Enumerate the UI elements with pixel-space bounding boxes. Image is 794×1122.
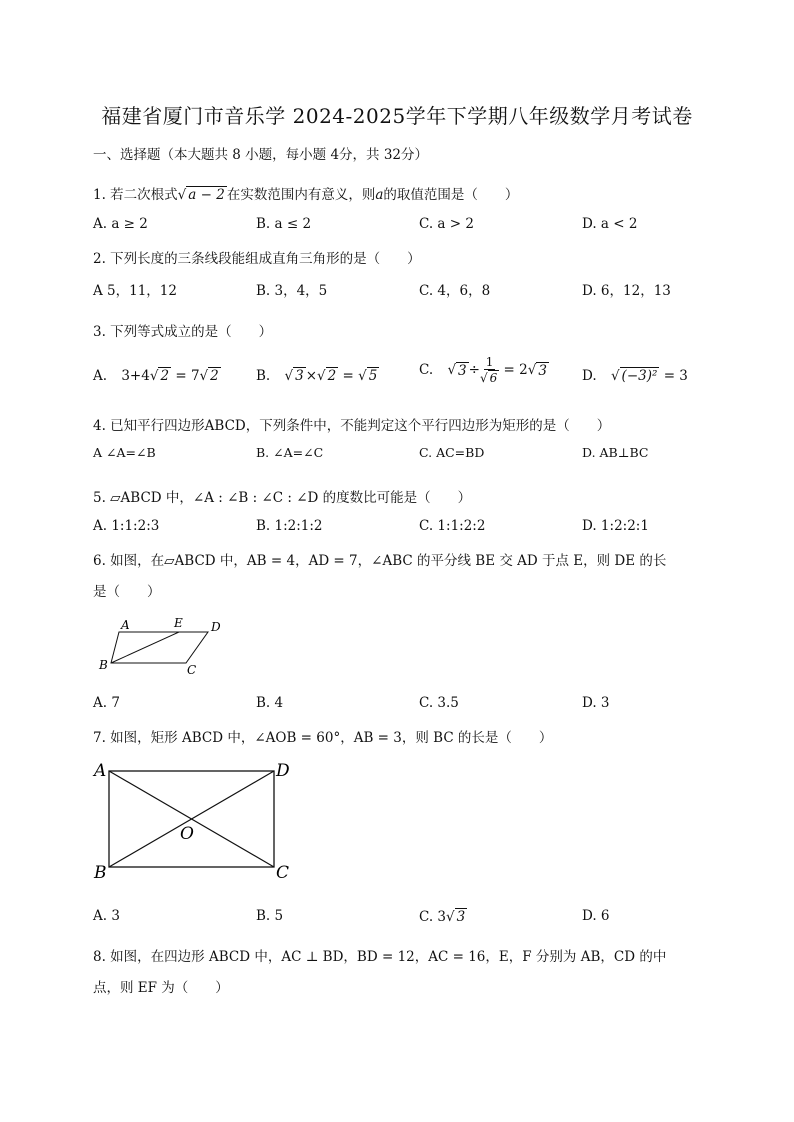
q7-option-c[interactable] [419, 908, 467, 925]
q3-b-radicand3: 5 [368, 368, 378, 384]
radical-sign: √ [447, 362, 457, 378]
radical-sign: √ [199, 368, 209, 384]
radical-sign: √ [610, 368, 620, 384]
q3-d-label: D. [582, 368, 597, 384]
q3-a-eq: = 7 [171, 368, 200, 384]
radical-sign: √ [317, 368, 326, 384]
q2-option-a[interactable]: A 5，11，12 [93, 283, 177, 299]
radical-sign: √ [446, 909, 455, 925]
q6-option-a[interactable]: A. 7 [93, 695, 120, 711]
center-label-o: O [180, 824, 194, 844]
q5-option-b[interactable]: B. 1:2:1:2 [256, 518, 323, 534]
question-8-stem-line1: 8. 如图，在四边形 ABCD 中，AC ⊥ BD，BD = 12，AC = 16，E，F 分别为 AB，CD 的中 [93, 949, 667, 965]
radical-sign: √ [149, 368, 159, 384]
q3-a-term: 3+4 [121, 368, 150, 384]
radical-sign: √ [177, 187, 187, 203]
q4-option-a[interactable]: A ∠A=∠B [93, 445, 156, 460]
q5-option-d[interactable]: D. 1:2:2:1 [582, 518, 649, 534]
radical-sign: √ [284, 368, 294, 384]
vertex-label-c: C [276, 863, 290, 883]
q4-option-c[interactable]: C. AC=BD [419, 445, 485, 460]
q7-rectangle-figure [90, 756, 330, 886]
section-heading: 一、选择题（本大题共 8 小题，每小题 4分，共 32分） [93, 147, 429, 163]
q3-b-eq: = [338, 368, 359, 384]
q3-b-radicand: 3 [295, 368, 304, 384]
question-4-stem: 4. 已知平行四边形ABCD，下列条件中，不能判定这个平行四边形为矩形的是（ ） [93, 418, 611, 434]
bisector-be [111, 632, 179, 663]
q5-option-a[interactable]: A. 1:1:2:3 [93, 518, 160, 534]
fraction-numerator: 1 [485, 355, 494, 369]
radical-sign: √ [527, 362, 537, 378]
q7-option-b[interactable]: B. 5 [256, 908, 284, 924]
q4-option-b[interactable]: B. ∠A=∠C [256, 445, 324, 460]
q3-b-radicand2: 2 [327, 368, 337, 384]
q1-radicand: a − 2 [188, 187, 225, 203]
radical-sign: √ [358, 368, 367, 384]
question-6-stem-line2: 是（ ） [93, 584, 161, 600]
q7-option-a[interactable]: A. 3 [93, 908, 120, 924]
q3-c-radicand2: 3 [538, 362, 547, 379]
q1-text-a: 1. 若二次根式 [93, 187, 178, 203]
q1-text-b: 在实数范围内有意义，则 [226, 187, 376, 203]
vertex-label-c: C [187, 663, 197, 677]
q2-option-c[interactable]: C. 4，6，8 [419, 283, 491, 299]
q7-option-d[interactable]: D. 6 [582, 908, 610, 924]
q1-text-c: 的取值范围是（ ） [383, 187, 519, 203]
question-8-stem-line2: 点，则 EF 为（ ） [93, 980, 229, 996]
q3-a-label: A. [93, 368, 108, 384]
q7-c-radicand: 3 [456, 909, 466, 925]
q3-d-eq: = 3 [659, 368, 688, 384]
q3-option-a[interactable] [93, 367, 221, 384]
q1-option-b[interactable]: B. a ≤ 2 [256, 216, 312, 232]
q3-c-denominator-radicand: 6 [489, 371, 498, 385]
vertex-label-a: A [121, 618, 130, 632]
q1-option-a[interactable]: A. a ≥ 2 [93, 216, 148, 232]
q5-option-c[interactable]: C. 1:1:2:2 [419, 518, 486, 534]
q6-option-d[interactable]: D. 3 [582, 695, 610, 711]
q3-b-label: B. [256, 368, 271, 384]
fraction-denominator: √ 6 [479, 371, 498, 385]
q2-option-b[interactable]: B. 3，4，5 [256, 283, 328, 299]
q6-parallelogram-figure [93, 612, 233, 680]
q1-variable: a [375, 187, 384, 203]
vertex-label-d: D [211, 620, 221, 634]
q6-option-c[interactable]: C. 3.5 [419, 695, 459, 711]
q3-option-b[interactable] [256, 367, 379, 384]
q3-a-radicand: 2 [160, 368, 170, 384]
vertex-label-b: B [94, 863, 107, 883]
vertex-label-e: E [174, 616, 183, 630]
q6-option-b[interactable]: B. 4 [256, 695, 284, 711]
question-3-stem: 3. 下列等式成立的是（ ） [93, 324, 273, 340]
question-1-stem [93, 183, 518, 203]
q7-c-coefficient: C. 3 [419, 909, 447, 925]
q1-option-c[interactable]: C. a > 2 [419, 216, 474, 232]
q3-option-c[interactable] [419, 355, 549, 385]
q4-option-d[interactable]: D. AB⊥BC [582, 445, 649, 460]
question-7-stem: 7. 如图，矩形 ABCD 中，∠AOB = 60°，AB = 3，则 BC 的长是（ ） [93, 730, 553, 746]
q3-a-radicand2: 2 [210, 368, 219, 384]
parallelogram-outline [111, 632, 208, 663]
q3-b-op: × [305, 368, 318, 384]
q3-c-eq: = 2 [499, 362, 528, 378]
q2-option-d[interactable]: D. 6，12，13 [582, 283, 671, 299]
vertex-label-a: A [94, 761, 107, 781]
q3-c-fraction [480, 355, 499, 385]
vertex-label-d: D [276, 761, 290, 781]
q1-option-d[interactable]: D. a < 2 [582, 216, 638, 232]
q3-c-op: ÷ [468, 362, 480, 378]
question-2-stem: 2. 下列长度的三条线段能组成直角三角形的是（ ） [93, 251, 421, 267]
question-5-stem: 5. ▱ABCD 中，∠A : ∠B : ∠C : ∠D 的度数比可能是（ ） [93, 490, 472, 506]
q3-d-radicand: (−3)² [621, 368, 658, 384]
q3-option-d[interactable] [582, 367, 688, 384]
page-title: 福建省厦门市音乐学 2024-2025学年下学期八年级数学月考试卷 [101, 104, 693, 128]
question-6-stem-line1: 6. 如图，在▱ABCD 中，AB = 4，AD = 7，∠ABC 的平分线 BE 交 AD 于点 E，则 DE 的长 [93, 553, 667, 569]
q3-c-radicand: 3 [458, 362, 467, 379]
vertex-label-b: B [99, 658, 108, 672]
q3-c-label: C. [419, 362, 434, 378]
